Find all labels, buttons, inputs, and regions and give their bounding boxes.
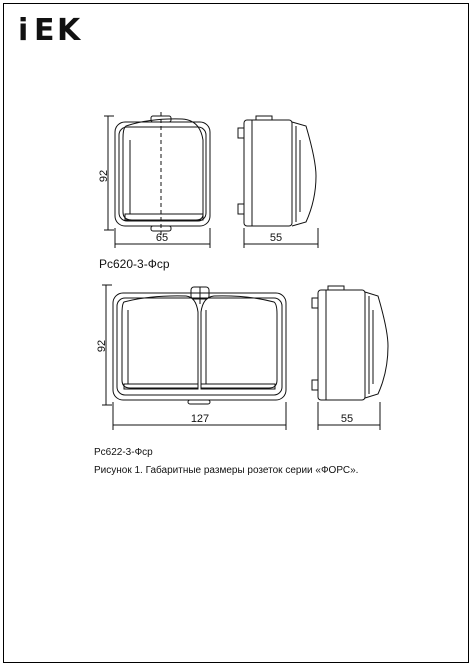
single-width-label: 65 — [155, 232, 169, 244]
double-socket-front-view — [113, 287, 286, 404]
double-socket-side-view — [312, 286, 388, 400]
figure-caption: Рисунок 1. Габаритные размеры розеток серии «ФОРС». — [94, 465, 359, 476]
iek-logo: i E K — [18, 13, 80, 48]
double-height-label: 92 — [96, 339, 108, 353]
single-socket-side-view — [238, 116, 316, 226]
single-socket-front-view — [115, 112, 210, 236]
double-socket-caption: Рс622-3-Фср — [94, 447, 153, 458]
single-depth-label: 55 — [269, 232, 283, 244]
single-socket-caption: Рс620-3-Фср — [99, 257, 170, 271]
double-depth-label: 55 — [340, 413, 354, 425]
double-width-label: 127 — [190, 413, 210, 425]
single-height-label: 92 — [98, 169, 110, 183]
